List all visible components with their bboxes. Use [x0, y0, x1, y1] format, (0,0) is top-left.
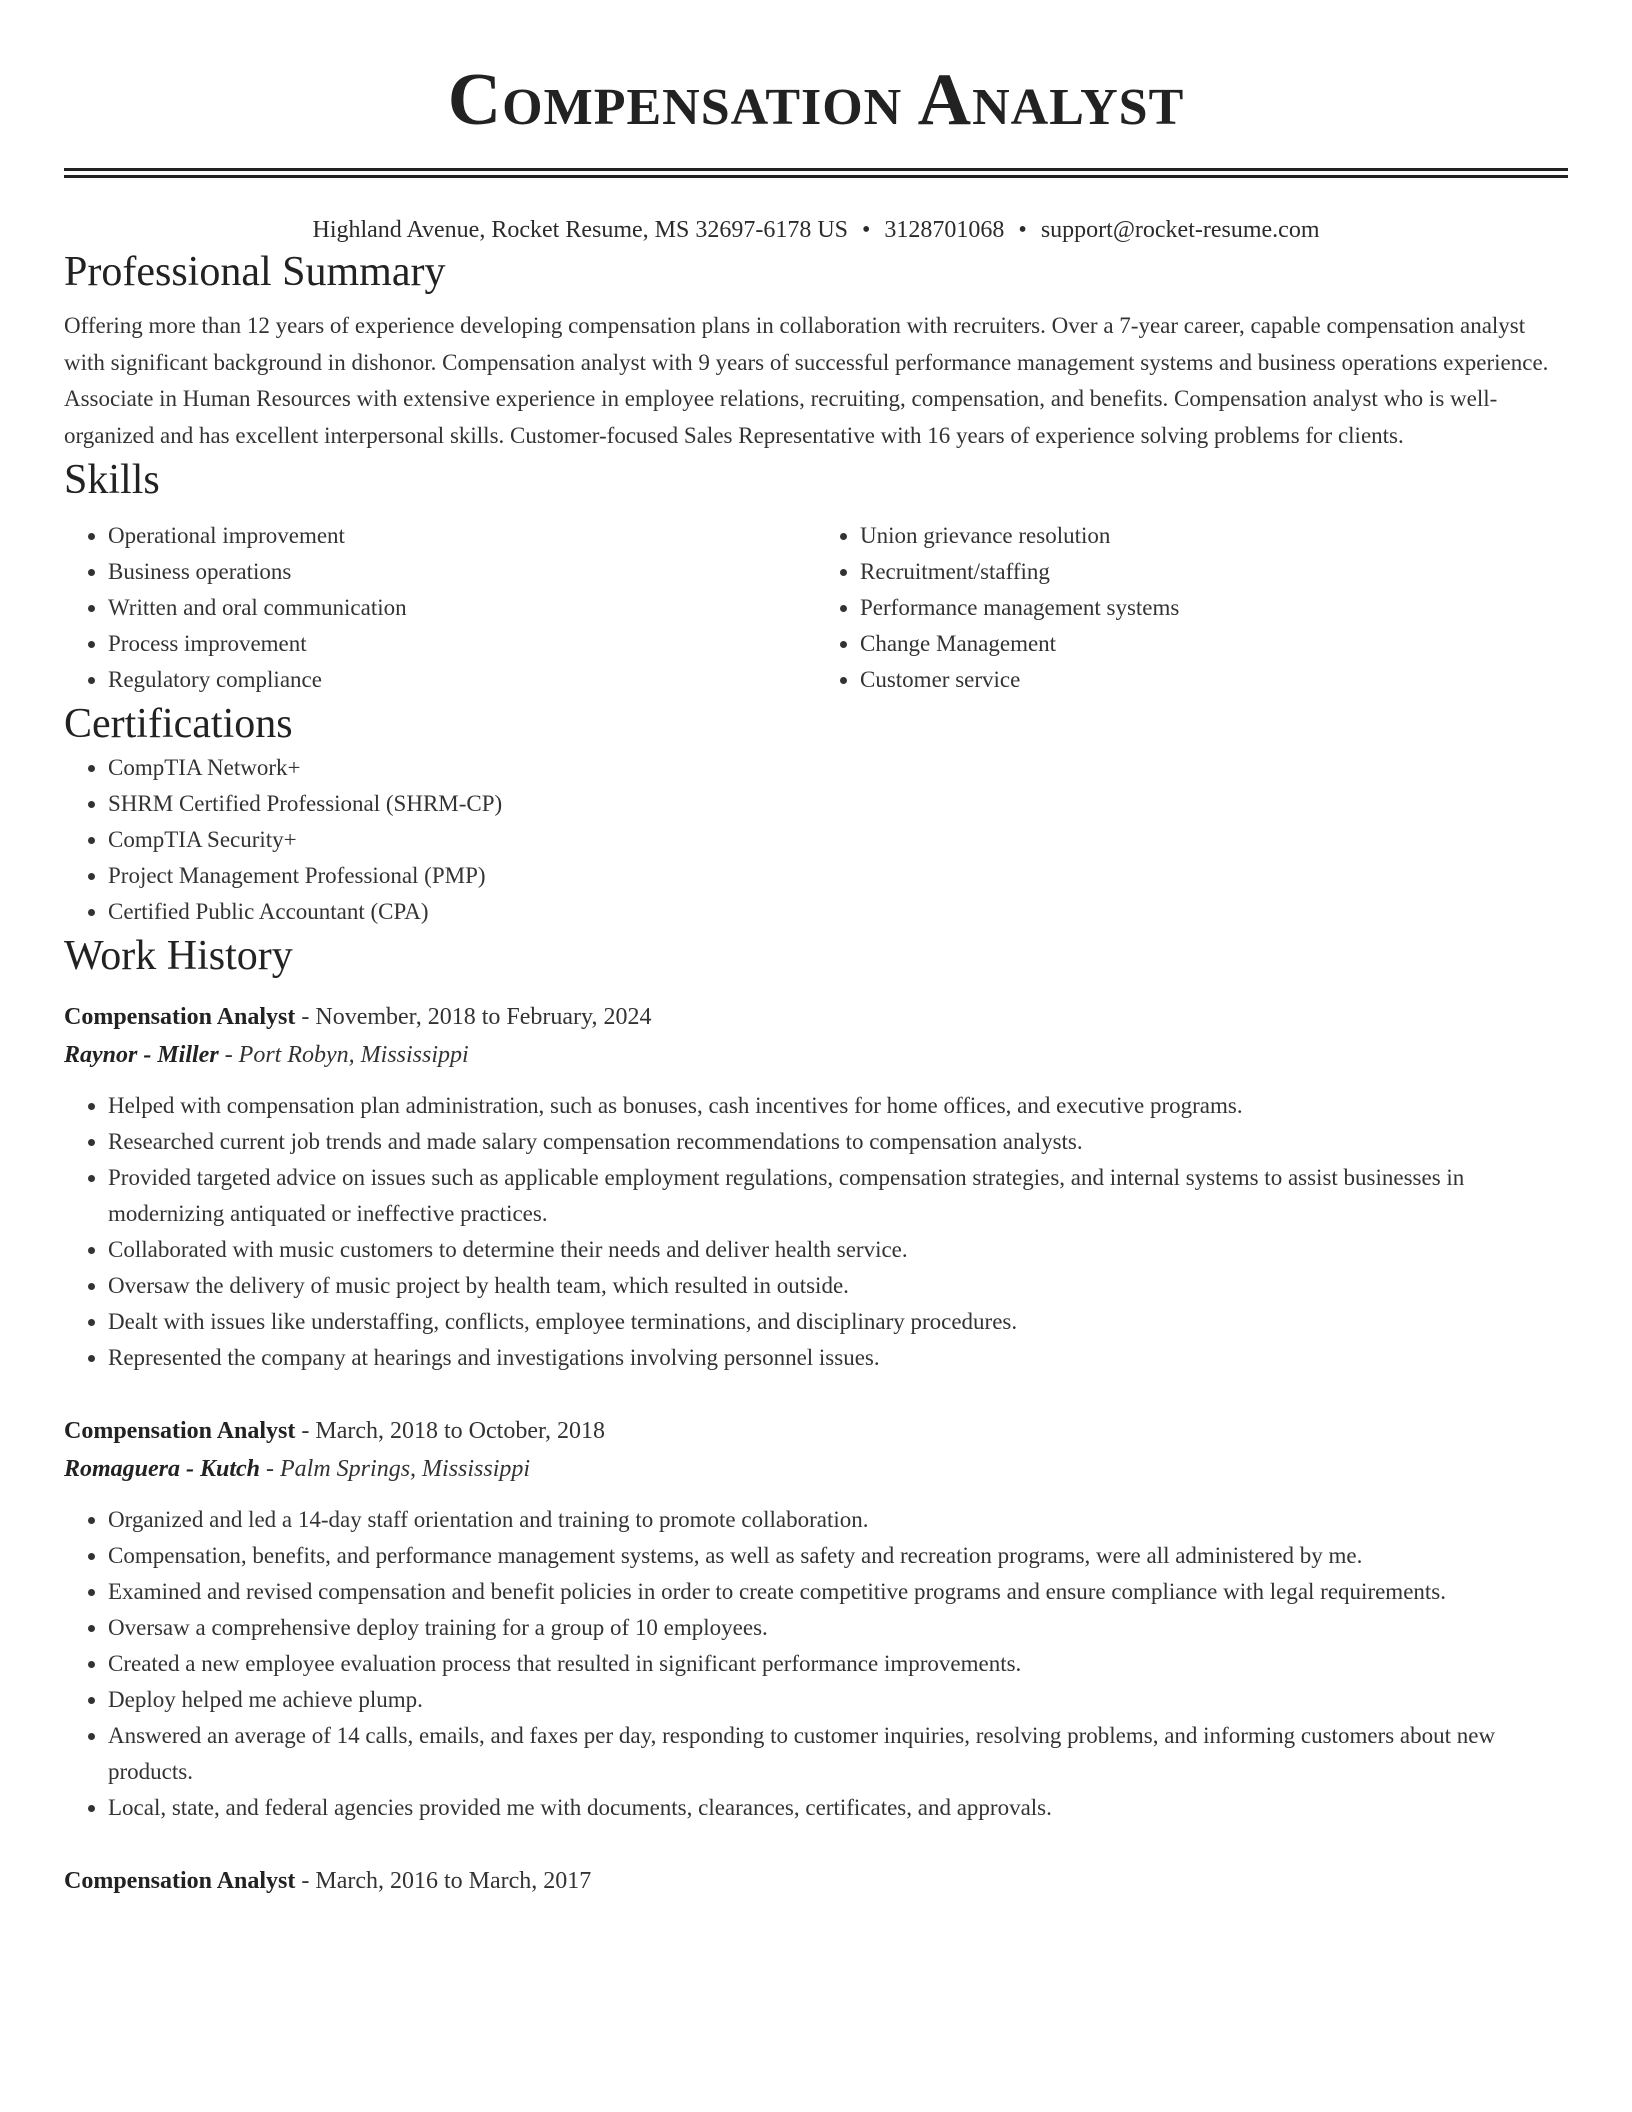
job-duties-list	[64, 1088, 1568, 1376]
job-duty: • Examined and revised compensation and benefit policies in order to create competitive programs and ensure compliance with legal requirements.	[108, 1574, 1568, 1610]
skills-heading: Skills	[64, 457, 160, 503]
job-duty: • Local, state, and federal agencies provided me with documents, clearances, certificates, and approvals.	[108, 1790, 1568, 1826]
contact-separator: •	[862, 217, 871, 243]
contact-line	[64, 214, 1568, 246]
contact-address: Highland Avenue, Rocket Resume, MS 32697-6178 US	[312, 217, 848, 243]
job-duties-list	[64, 1502, 1568, 1826]
job-duty: • Dealt with issues like understaffing, conflicts, employee terminations, and disciplinary procedures.	[108, 1304, 1568, 1340]
certification-item: • Certified Public Accountant (CPA)	[108, 894, 1568, 930]
summary-text: Offering more than 12 years of experience developing compensation plans in collaboration with recruiters. Over a 7-year career, capable compensation analyst with significant background in dishonor. Compensation analyst with 9 years of successful performance management systems and business operations experience. Associate in Human Resources with extensive experience in employee relations, recruiting, compensation, and benefits. Compensation analyst who is well-organized and has excellent interpersonal skills. Customer-focused Sales Representative with 16 years of experience solving problems for clients.	[64, 313, 1549, 448]
resume-title: Compensation Analyst	[447, 59, 1185, 141]
job-dates: - March, 2018 to October, 2018	[295, 1418, 606, 1444]
job-duty: • Provided targeted advice on issues such as applicable employment regulations, compensation strategies, and internal systems to assist businesses in modernizing antiquated or ineffective practices.	[108, 1160, 1568, 1232]
job-dates: - November, 2018 to February, 2024	[295, 1004, 652, 1030]
job-title: Compensation Analyst	[64, 1004, 296, 1030]
job-duty: • Organized and led a 14-day staff orientation and training to promote collaboration.	[108, 1502, 1568, 1538]
company-name: Romaguera - Kutch	[64, 1456, 261, 1482]
job-duty: • Researched current job trends and made salary compensation recommendations to compensation analysts.	[108, 1124, 1568, 1160]
company-line	[64, 1036, 1568, 1074]
job-duty: • Oversaw a comprehensive deploy training for a group of 10 employees.	[108, 1610, 1568, 1646]
job-duty: • Represented the company at hearings and investigations involving personnel issues.	[108, 1340, 1568, 1376]
skill-item: • Business operations	[108, 554, 816, 590]
job-title-line	[64, 1412, 1568, 1450]
job-duty: • Created a new employee evaluation process that resulted in significant performance improvements.	[108, 1646, 1568, 1682]
company-line	[64, 1450, 1568, 1488]
job-dates: - March, 2016 to March, 2017	[295, 1868, 592, 1894]
skills-column-right	[816, 518, 1568, 698]
skill-item: • Regulatory compliance	[108, 662, 816, 698]
skill-item: • Process improvement	[108, 626, 816, 662]
company-name: Raynor - Miller	[64, 1042, 219, 1068]
skill-item: • Written and oral communication	[108, 590, 816, 626]
contact-separator: •	[1018, 217, 1027, 243]
company-location: - Palm Springs, Mississippi	[260, 1456, 531, 1482]
job-duty: • Deploy helped me achieve plump.	[108, 1682, 1568, 1718]
skill-item: • Performance management systems	[860, 590, 1568, 626]
certification-item: • CompTIA Network+	[108, 750, 1568, 786]
skills-column-left	[64, 518, 816, 698]
skill-item: • Recruitment/staffing	[860, 554, 1568, 590]
certifications-heading: Certifications	[64, 701, 293, 747]
certifications-list	[64, 750, 1568, 930]
job-title-line	[64, 1862, 1568, 1900]
job-entry	[64, 1862, 1568, 1900]
job-title: Compensation Analyst	[64, 1418, 296, 1444]
job-title-line	[64, 998, 1568, 1036]
skill-item: • Change Management	[860, 626, 1568, 662]
skill-item: • Union grievance resolution	[860, 518, 1568, 554]
company-location: - Port Robyn, Mississippi	[218, 1042, 469, 1068]
contact-email: support@rocket-resume.com	[1040, 217, 1320, 243]
job-duty: • Answered an average of 14 calls, emails, and faxes per day, responding to customer inquiries, resolving problems, and informing customers about new products.	[108, 1718, 1568, 1790]
skill-item: • Operational improvement	[108, 518, 816, 554]
contact-phone: 3128701068	[884, 217, 1005, 243]
certification-item: • Project Management Professional (PMP)	[108, 858, 1568, 894]
job-entry	[64, 998, 1568, 1376]
skill-item: • Customer service	[860, 662, 1568, 698]
job-entry	[64, 1412, 1568, 1826]
job-duty: • Compensation, benefits, and performance management systems, as well as safety and recreation programs, were all administered by me.	[108, 1538, 1568, 1574]
job-title: Compensation Analyst	[64, 1868, 296, 1894]
certification-item: • CompTIA Security+	[108, 822, 1568, 858]
skills-list	[64, 518, 1568, 698]
job-duty: • Oversaw the delivery of music project by health team, which resulted in outside.	[108, 1268, 1568, 1304]
job-duty: • Collaborated with music customers to determine their needs and deliver health service.	[108, 1232, 1568, 1268]
job-duty: • Helped with compensation plan administration, such as bonuses, cash incentives for home offices, and executive programs.	[108, 1088, 1568, 1124]
title-divider	[64, 168, 1568, 178]
summary-heading: Professional Summary	[64, 249, 446, 295]
work-history-heading: Work History	[64, 933, 293, 979]
certification-item: • SHRM Certified Professional (SHRM-CP)	[108, 786, 1568, 822]
